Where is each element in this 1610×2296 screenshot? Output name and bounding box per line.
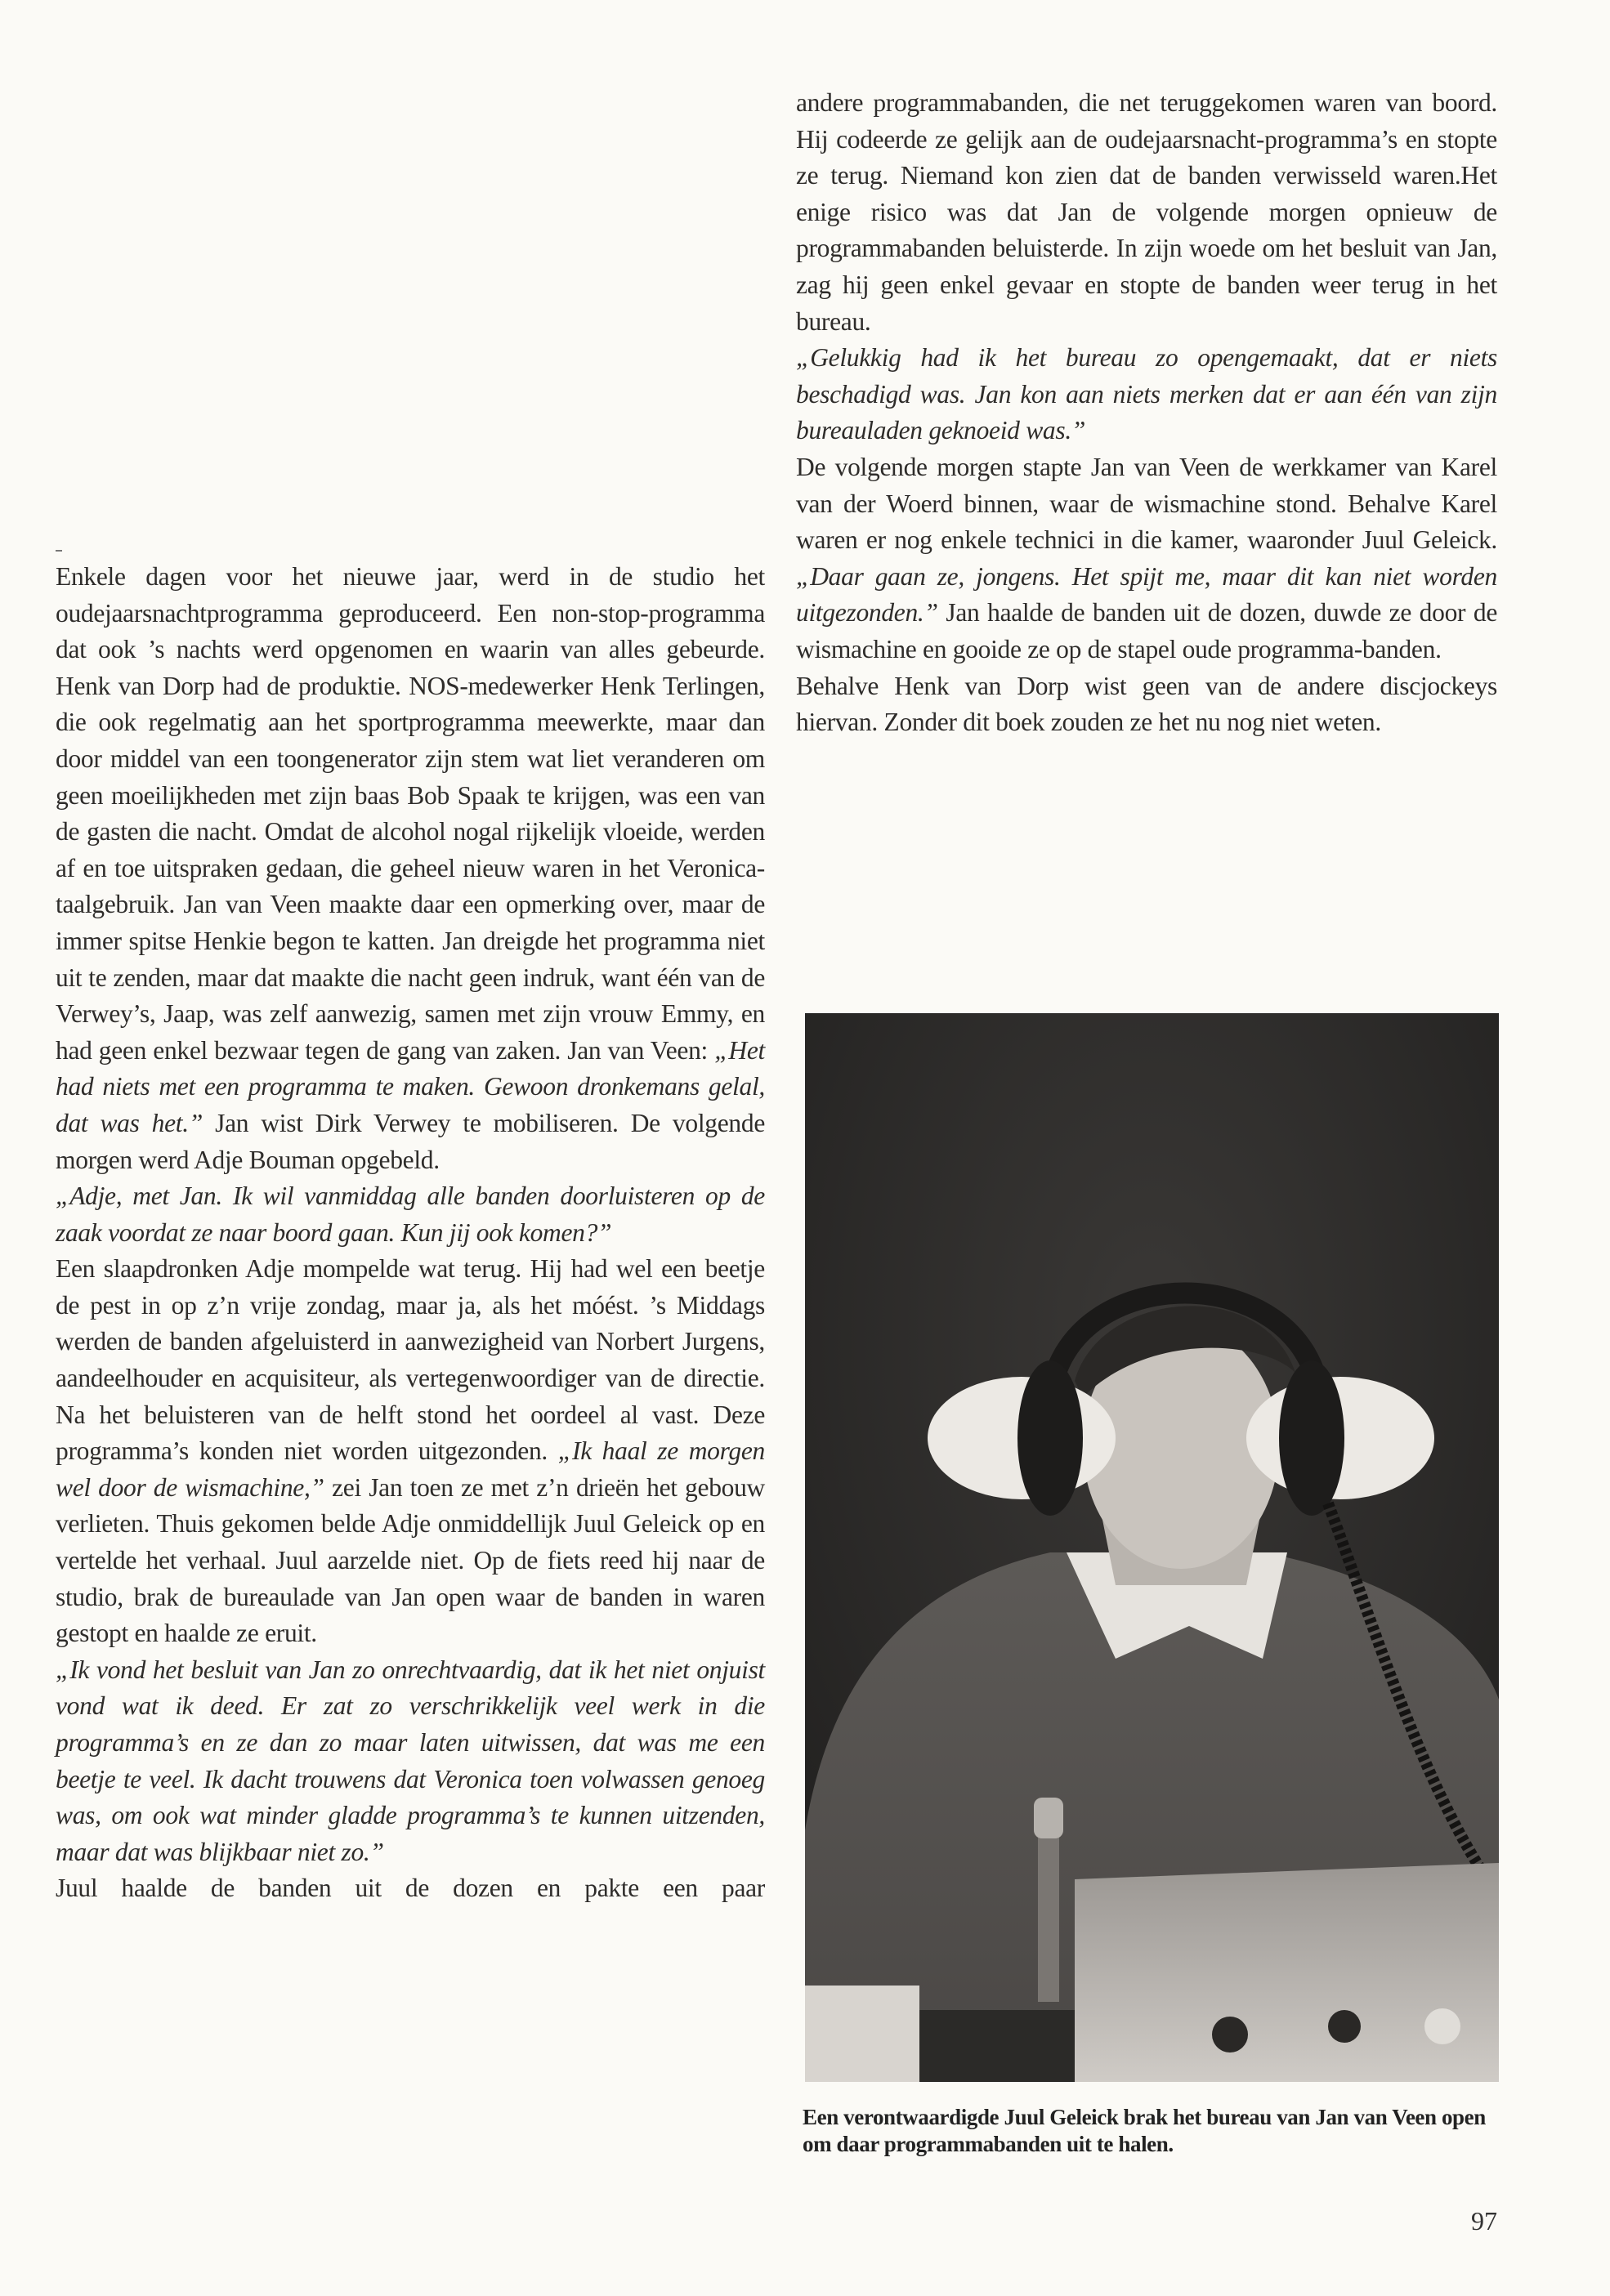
text-run: zei Jan toen ze met z’n drieën het gebouw verlieten. Thuis gekomen belde Adje onmiddellijk Juul Geleick op en vertelde het verhaal. Juul aarzelde niet. Op de fiets reed hij naar de studio, brak de bureaulade van Jan open waar de banden in waren gestopt en haalde ze eruit. [56, 1472, 765, 1648]
paragraph [796, 85, 1497, 340]
quote-run: „Het had niets met een programma te maken. Gewoon dronkemans gelal, dat was het.” [56, 1035, 765, 1137]
quote-paragraph [56, 1652, 765, 1871]
paragraph [56, 1251, 765, 1652]
text-run: Jan wist Dirk Verwey te mobiliseren. De volgende morgen werd Adje Bouman opgebeld. [56, 1108, 765, 1174]
text-run: Juul haalde de banden uit de dozen en pakte een paar [56, 1874, 765, 1903]
paragraph [56, 1870, 765, 1907]
photo-juul-geleick [805, 1013, 1499, 2082]
scan-mark [56, 550, 62, 552]
text-run: Behalve Henk van Dorp wist geen van de andere discjockeys hiervan. Zonder dit boek zouden ze het nu nog niet weten. [796, 671, 1497, 737]
text-run: Jan haalde de banden uit de dozen, duwde ze door de wismachine en gooide ze op de stapel oude programma-banden. [796, 598, 1497, 663]
microphone-stand [1038, 1822, 1059, 2002]
text-run: andere programmabanden, die net teruggekomen waren van boord. Hij codeerde ze gelijk aan de oudejaarsnacht-programma’s en stopte ze terug. Niemand kon zien dat de banden verwisseld waren.Het enige risico was dat Jan de volgende morgen opnieuw de programmabanden beluisterde. In zijn woede om het besluit van Jan, zag hij geen enkel gevaar en stopte de banden weer terug in het bureau. [796, 88, 1497, 336]
paragraph [796, 449, 1497, 668]
paragraph [796, 668, 1497, 741]
quote-run: „Ik haal ze morgen wel door de wismachine,” [56, 1436, 765, 1502]
quote-run: „Daar gaan ze, jongens. Het spijt me, maar dit kan niet worden uitgezonden.” [796, 561, 1497, 628]
tape-machine [1075, 1863, 1499, 2082]
left-text-column [56, 559, 765, 1907]
microphone-head [1034, 1798, 1063, 1838]
quote-run: „Gelukkig had ik het bureau zo opengemaakt, dat er niets beschadigd was. Jan kon aan niets merken dat er aan één van zijn bureauladen geknoeid was.” [796, 343, 1497, 445]
photo-illustration [805, 1013, 1499, 2082]
text-run: De volgende morgen stapte Jan van Veen de werkkamer van Karel van der Woerd binnen, waar de wismachine stond. Behalve Karel waren er nog enkele technici in die kamer, waaronder Juul Geleick. [796, 452, 1497, 555]
right-text-column [796, 85, 1497, 741]
quote-run: „Adje, met Jan. Ik wil vanmiddag alle banden doorluisteren op de zaak voordat ze naar boord gaan. Kun jij ook komen?” [56, 1182, 765, 1247]
quote-run: „Ik vond het besluit van Jan zo onrechtvaardig, dat ik het niet onjuist vond wat ik deed. Er zat zo verschrikkelijk veel werk in die programma’s en ze dan zo maar laten uitwissen, dat was me een beetje te veel. Ik dacht trouwens dat Veronica toen volwassen genoeg was, om ook wat minder gladde programma’s te kunnen uitzenden, maar dat was blijkbaar niet zo.” [56, 1655, 765, 1866]
page-number: 97 [1471, 2206, 1497, 2236]
text-run: Een slaapdronken Adje mompelde wat terug. Hij had wel een beetje de pest in op z’n vrije zondag, maar ja, als het móést. ’s Middags werden de banden afgeluisterd in aanwezigheid van Norbert Jurgens, aandeelhouder en acquisiteur, als vertegenwoordiger van de directie. Na het beluisteren van de helft stond het oordeel al vast. Deze programma’s konden niet worden uitgezonden. [56, 1254, 765, 1466]
quote-paragraph [56, 1178, 765, 1251]
quote-paragraph [796, 340, 1497, 449]
photo-caption: Een verontwaardigde Juul Geleick brak het bureau van Jan van Veen open om daar programmabanden uit te halen. [803, 2105, 1486, 2156]
text-run: Enkele dagen voor het nieuwe jaar, werd in de studio het oudejaarsnachtprogramma geproduceerd. Een non-stop-programma dat ook ’s nachts werd opgenomen en waarin van alles gebeurde. Henk van Dorp had de produktie. NOS-medewerker Henk Terlingen, die ook regelmatig aan het sportprogramma meewerkte, maar dan door middel van een toongenerator zijn stem wat liet veranderen om geen moeilijkheden met zijn baas Bob Spaak te krijgen, was een van de gasten die nacht. Omdat de alcohol nogal rijkelijk vloeide, werden af en toe uitspraken gedaan, die geheel nieuw waren in het Veronica-taalgebruik. Jan van Veen maakte daar een opmerking over, maar de immer spitse Henkie begon te katten. Jan dreigde het programma niet uit te zenden, maar dat maakte die nacht geen indruk, want één van de Verwey’s, Jaap, was zelf aanwezig, samen met zijn vrouw Emmy, en had geen enkel bezwaar tegen de gang van zaken. Jan van Veen: [56, 562, 765, 1065]
paragraph [56, 559, 765, 1178]
